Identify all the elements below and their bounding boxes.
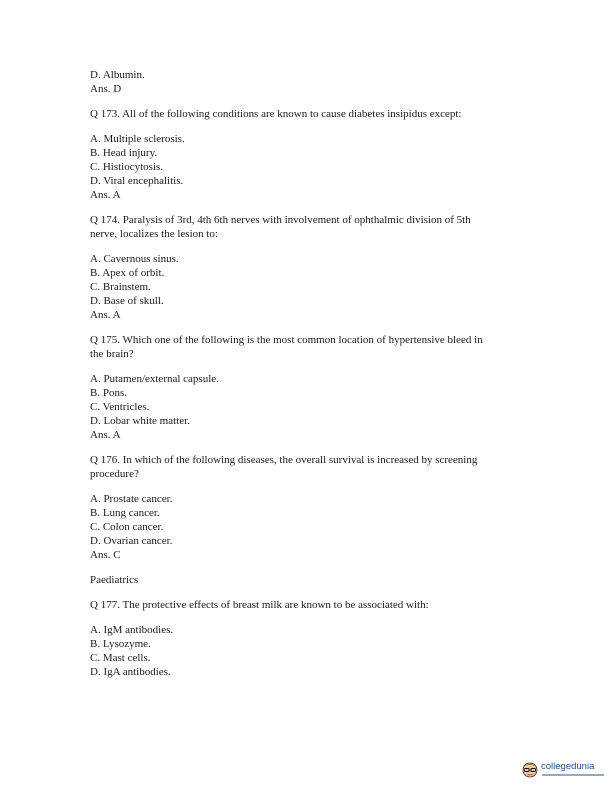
section-heading: Paediatrics — [90, 574, 139, 586]
question-174-line1: Q 174. Paralysis of 3rd, 4th 6th nerves with involvement of ophthalmic division of 5th — [90, 214, 471, 226]
question-176-line2: procedure? — [90, 468, 139, 480]
option-b: B. Apex of orbit. — [90, 267, 165, 279]
answer: Ans. C — [90, 549, 121, 561]
collegedunia-logo[interactable] — [520, 756, 610, 784]
option-b: B. Lysozyme. — [90, 638, 151, 650]
option-a: A. IgM antibodies. — [90, 624, 174, 636]
option-a: A. Prostate cancer. — [90, 493, 173, 505]
option-a: A. Cavernous sinus. — [90, 253, 179, 265]
question-177: Q 177. The protective effects of breast milk are known to be associated with: — [90, 599, 429, 611]
answer: Ans. A — [90, 429, 121, 441]
option-b: B. Lung cancer. — [90, 507, 160, 519]
question-175-line2: the brain? — [90, 348, 134, 360]
question-175-line1: Q 175. Which one of the following is the most common location of hypertensive bleed in — [90, 334, 483, 346]
question-174-line2: nerve, localizes the lesion to: — [90, 228, 218, 240]
option-b: B. Head injury. — [90, 147, 158, 159]
brand-name: collegedunia — [541, 761, 595, 772]
option-c: C. Colon cancer. — [90, 521, 164, 533]
question-176-line1: Q 176. In which of the following diseases, the overall survival is increased by screening — [90, 454, 478, 466]
option-d: D. IgA antibodies. — [90, 666, 171, 678]
brand-tagline-bar — [542, 774, 604, 776]
answer: Ans. D — [90, 83, 122, 95]
option-c: C. Ventricles. — [90, 401, 150, 413]
option-a: A. Multiple sclerosis. — [90, 133, 185, 145]
question-173: Q 173. All of the following conditions are known to cause diabetes insipidus except: — [90, 108, 462, 120]
option-d: D. Lobar white matter. — [90, 415, 190, 427]
mascot-icon — [520, 759, 540, 779]
option-d: D. Ovarian cancer. — [90, 535, 173, 547]
option-b: B. Pons. — [90, 387, 127, 399]
option-c: C. Brainstem. — [90, 281, 151, 293]
option-d: D. Viral encephalitis. — [90, 175, 184, 187]
option-c: C. Histiocytosis. — [90, 161, 164, 173]
option-a: A. Putamen/external capsule. — [90, 373, 219, 385]
document-page — [90, 68, 530, 679]
option-c: C. Mast cells. — [90, 652, 151, 664]
option-d: D. Base of skull. — [90, 295, 164, 307]
answer: Ans. A — [90, 189, 121, 201]
answer: Ans. A — [90, 309, 121, 321]
option-d: D. Albumin. — [90, 69, 145, 81]
